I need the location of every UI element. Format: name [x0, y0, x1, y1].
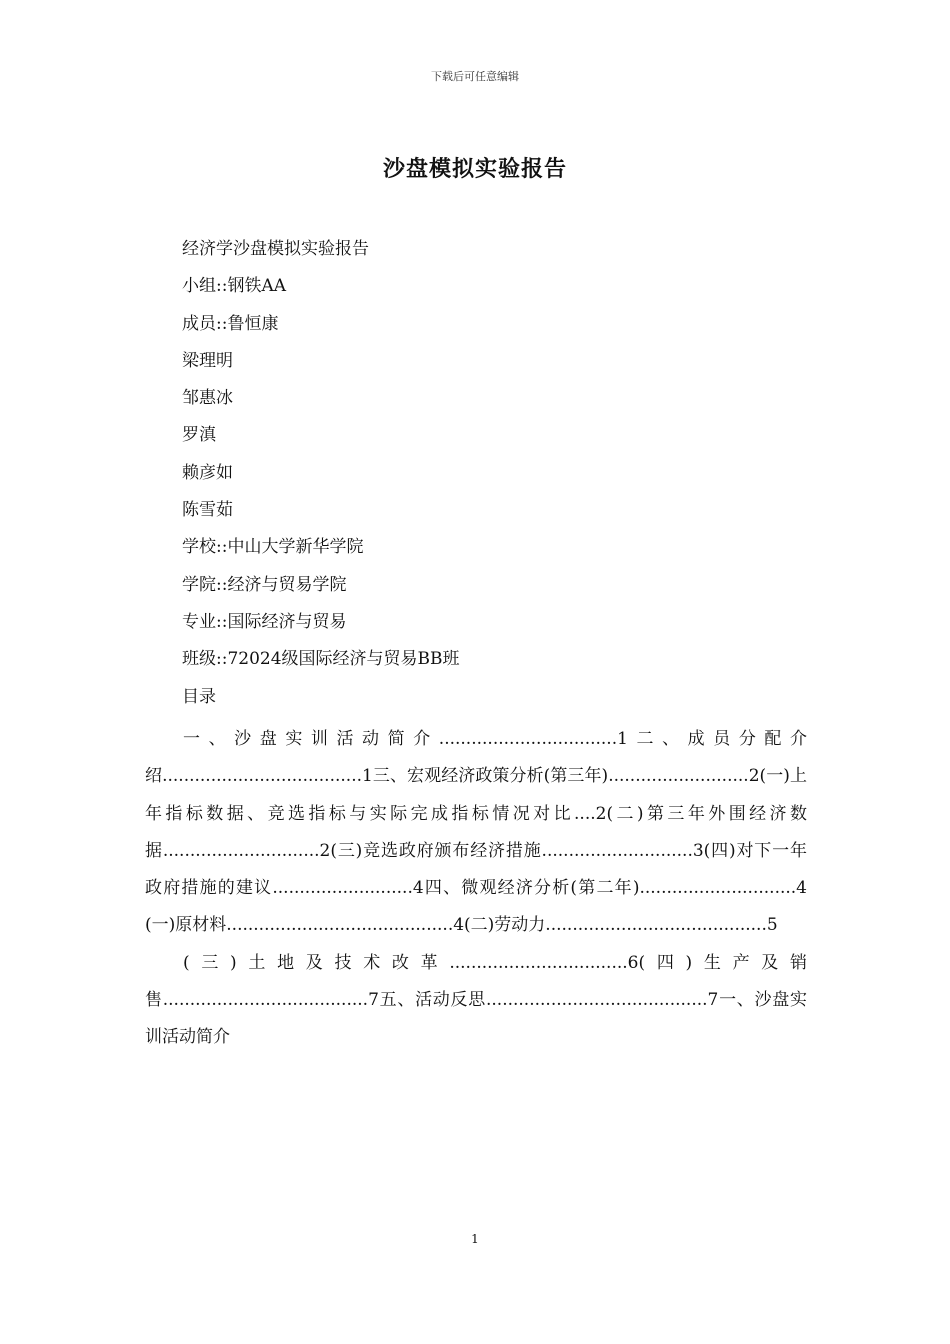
group-line: 小组::钢铁AA [182, 276, 287, 297]
toc-paragraph: 一、沙盘实训活动简介.................................1二、成员分配介绍.....................................1三、宏观经济政策分析(第三年)..........................2(一)上年指标数据、竞选指标与实际完成指标情况对比....2(二)第三年外围经济数据.............................2(三)竞选政府颁布经济措施............................3(四)对下一年政府措施的建议..........................4四、微观经济分析(第二年).............................4(一)原材料..........................................4(二)劳动力.........................................5 [145, 729, 807, 936]
member-name: 邹惠冰 [182, 388, 233, 409]
member-name: 梁理明 [182, 350, 233, 371]
toc-heading: 目录 [182, 686, 216, 707]
page-number: 1 [471, 1232, 479, 1246]
members-line: 成员::鲁恒康 [182, 313, 279, 334]
member-name: 罗滇 [182, 425, 216, 446]
page-header-note: 下载后可任意编辑 [431, 70, 519, 83]
member-name: 赖彦如 [182, 462, 233, 483]
toc-paragraph: (三)土地及技术改革.................................6(四)生产及销售......................................7五、活动反思.........................................7一、沙盘实训活动简介 [145, 952, 807, 1048]
college-line: 学院::经济与贸易学院 [182, 574, 347, 595]
report-info-block [182, 236, 822, 721]
document-title: 沙盘模拟实验报告 [382, 156, 567, 182]
member-name: 陈雪茹 [182, 500, 233, 521]
major-line: 专业::国际经济与贸易 [182, 611, 347, 632]
report-subtitle: 经济学沙盘模拟实验报告 [182, 239, 369, 259]
table-of-contents [145, 721, 807, 1057]
class-line: 班级::72024级国际经济与贸易BB班 [182, 649, 460, 670]
school-line: 学校::中山大学新华学院 [182, 537, 364, 558]
